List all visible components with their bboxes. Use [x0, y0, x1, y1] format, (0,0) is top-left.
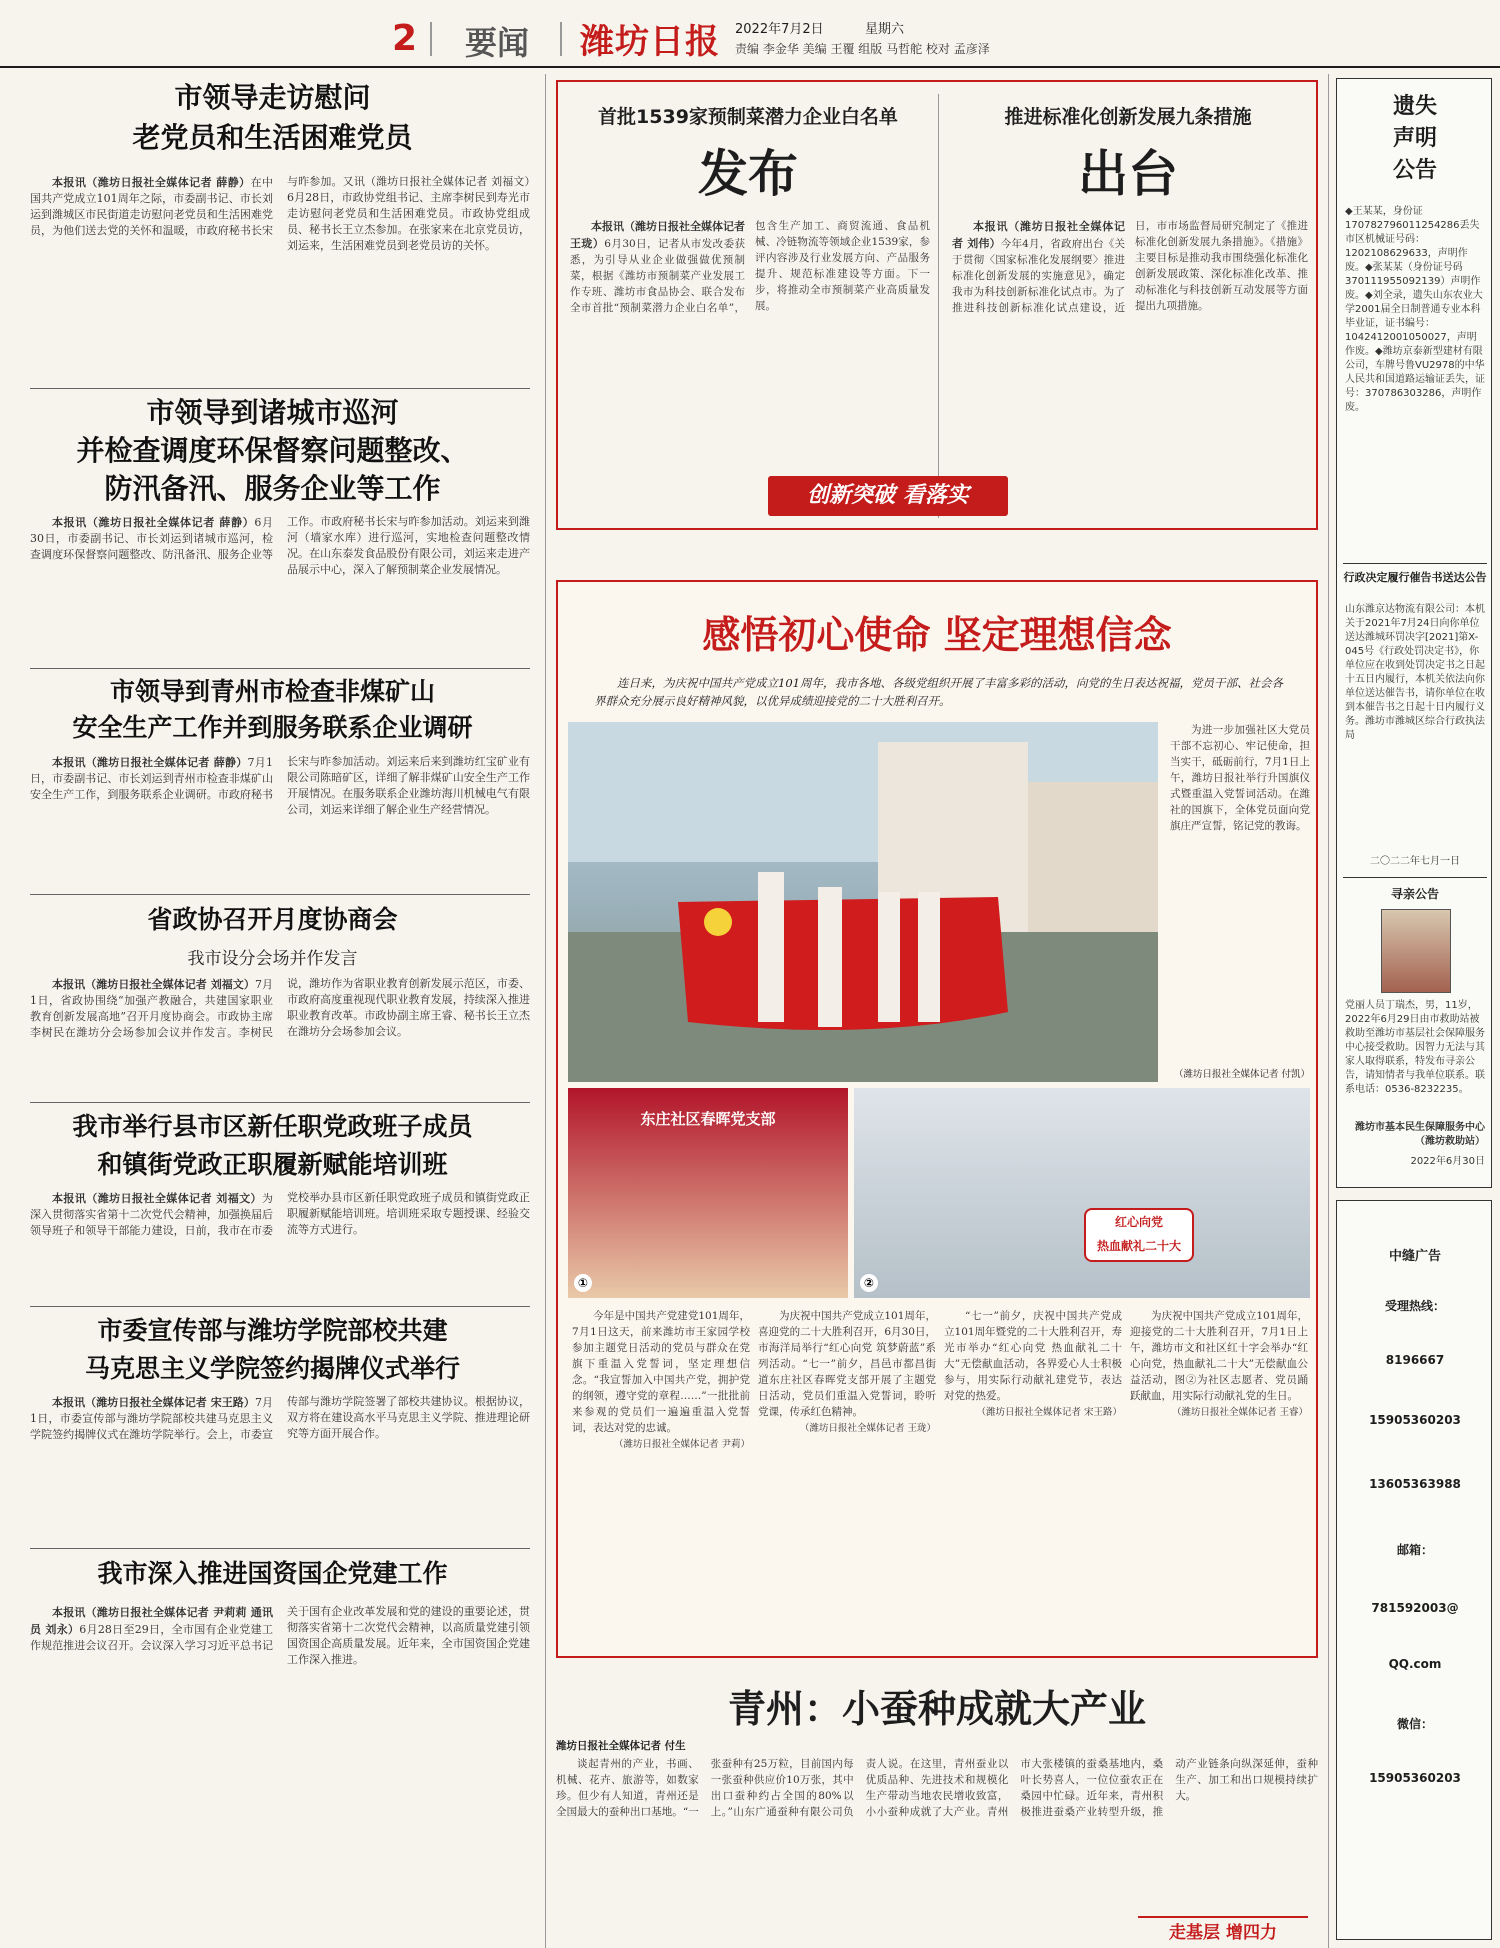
divider — [30, 1306, 530, 1307]
feature-col-3 — [944, 1308, 1122, 1578]
article-text: 今年4月，省政府出台《关于贯彻〈国家标准化发展纲要〉推进标准化创新发展的实施意见》，确定我市为科技创新标准化试点市。为了推进科技创新标准化试点建设，近日，市市场监督局研究制定了《推进标准化创新发展九条措施》。《措施》主要目标是推动我市围绕强化标准化创新发展政策、深化标准化改革、推动标准化与科技创新互动发展等方面提出九项措施。 — [952, 220, 1308, 314]
wechat-label: 微信： — [1396, 1717, 1433, 1731]
article-text: 在中国共产党成立101周年之际，市委副书记、市长刘运到潍城区市民街道走访慰问老党员和生活困难党员，为他们送去党的关怀和温暖，市政府秘书长宋与昨参加。又讯（潍坊日报社全媒体记者 刘福文）6月28日，市政协党组书记、主席李树民到寿光市走访慰问老党员和生活困难党员。市政协党组成员、秘书长王立杰参加。在张家来在北京党员访，刘运来，生活困难党员到老党员访的关怀。 — [30, 175, 530, 252]
divider — [1343, 877, 1487, 878]
feature-credit: （潍坊日报社全媒体记者 王睿） — [1171, 1407, 1308, 1418]
article-title: 市领导走访慰问 老党员和生活困难党员 — [132, 81, 413, 154]
decision-body: 山东潍京达物流有限公司：本机关于2021年7月24日向你单位送达潍城环罚决字[2021]第X-045号《行政处罚决定书》，你单位应在收到处罚决定书之日起十五日内履行，本机关依法向你单位送达催告书，请你单位在收到本催告书之日起十日内履行义务。潍坊市潍城区综合行政执法局 — [1345, 604, 1485, 741]
photo1-caption — [1170, 722, 1310, 1022]
article-headline: 出台 — [1078, 144, 1178, 203]
paper-logo: 潍坊日报 — [580, 22, 720, 62]
article-body — [30, 174, 530, 374]
masthead-divider — [560, 22, 562, 56]
feature-col-1 — [572, 1308, 750, 1578]
column-divider — [1328, 74, 1329, 1948]
divider — [30, 1102, 530, 1103]
top-news-box — [556, 80, 1318, 530]
notices-title: 遗失 声明 公告 — [1392, 94, 1437, 183]
ad-title: 中缝广告 — [1388, 1249, 1441, 1264]
article-byline: 本报讯（潍坊日报社全媒体记者 刘伟） — [952, 220, 1125, 250]
decision-title: 行政决定履行催告书送达公告 — [1343, 571, 1487, 584]
article-prepared-food — [558, 82, 938, 528]
feature-col-2 — [758, 1308, 936, 1578]
article-byline: 本报讯（潍坊日报社全媒体记者 刘福文） — [52, 978, 255, 991]
article-text: 为深入贯彻落实省第十二次党代会精神，加强换届后领导班子和领导干部能力建设，日前，我市在市委党校举办县市区新任职党政班子成员和镇街党政正职履新赋能培训班。培训班采取专题授课、经验交流等方式进行。 — [30, 1191, 530, 1237]
article-byline: 本报讯（潍坊日报社全媒体记者 薛静） — [52, 176, 251, 189]
article-body — [30, 754, 530, 894]
feature-text: 为庆祝中国共产党成立101周年，迎接党的二十大胜利召开，7月1日上午，潍坊市文和社区红十字会举办“红心向党，热血献礼二十大”无偿献血公益活动，图②为社区志愿者、党员踊跃献血，用实际行动献礼党的生日。 — [1130, 1310, 1308, 1402]
masthead-divider — [430, 22, 432, 56]
branch-sign: 东庄社区春晖党支部 — [640, 1110, 776, 1128]
article-title: 市领导到诸城市巡河 并检查调度环保督察问题整改、 防汛备汛、服务企业等工作 — [76, 396, 469, 505]
feature-box — [556, 580, 1318, 1658]
divider — [30, 1548, 530, 1549]
article-title: 市领导到青州市检查非煤矿山 安全生产工作并到服务联系企业调研 — [72, 677, 473, 742]
article-body — [30, 1394, 530, 1534]
article-byline: 本报讯（潍坊日报社全媒体记者 尹莉莉 通讯员 刘永） — [30, 1606, 273, 1636]
divider — [1343, 563, 1487, 564]
photo-number-icon: ② — [860, 1274, 878, 1292]
article-title: 市委宣传部与潍坊学院部校共建 马克思主义学院签约揭牌仪式举行 — [84, 1316, 460, 1383]
article-text: 7月1日，市委副书记、市长刘运到青州市检查非煤矿山安全生产工作，到服务联系企业调研。市政府秘书长宋与昨参加活动。刘运来后来到潍坊红宝矿业有限公司陈暗矿区，详细了解非煤矿山安全生产工作开展情况。在服务联系企业潍坊海川机械电气有限公司，刘运来详细了解企业生产经营情况。 — [30, 755, 530, 816]
article-title: 我市举行县市区新任职党政班子成员 和镇街党政正职履新赋能培训班 — [72, 1112, 473, 1179]
left-column — [0, 74, 545, 1948]
article-mine-safety — [0, 674, 545, 894]
article-text: 6月30日，市委副书记、市长刘运到诸城市巡河，检查调度环保督察问题整改、防汛备汛、服务企业等工作。市政府秘书长宋与昨参加活动。刘运来到潍河（墙家水库）进行巡河，实地检查问题整改情况。在山东泰发食品股份有限公司，刘运来走进产品展示中心，深入了解预制菜企业发展情况。 — [30, 515, 530, 576]
article-text: 6月30日，记者从市发改委获悉，为引导从业企业做强做优预制菜，根据《潍坊市预制菜产业发展工作专班、潍坊市食品协会、联合发布全市首批“预制菜潜力企业白名单”，包含生产加工、商贸流通、食品机械、冷链物流等领域企业1539家，参评内容涉及行业发展方向、产品服务提升、规范标准建设等方面。下一步，将推动全市预制菜产业高质量发展。 — [570, 220, 930, 314]
hotline-label: 受理热线： — [1384, 1299, 1445, 1313]
feature-text: “七一”前夕，庆祝中国共产党成立101周年暨党的二十大胜利召开，寿光市举办“红心向党 热血献礼二十大”无偿献血活动，各界爱心人士积极参与，用实际行动献礼建党节，表达对党的热爱。 — [944, 1310, 1122, 1402]
article-body — [952, 218, 1308, 518]
article-title: 青州：小蚕种成就大产业 — [727, 1686, 1146, 1731]
article-standardization — [940, 82, 1316, 528]
section-name: 要闻 — [465, 24, 530, 62]
hotline-phone-1: 8196667 — [1385, 1353, 1445, 1367]
sidebar-notices — [1336, 78, 1492, 1188]
photo-number-icon: ① — [574, 1274, 592, 1292]
article-cppcc-meeting — [0, 900, 545, 1100]
missing-title: 寻亲公告 — [1390, 887, 1439, 901]
article-byline: 本报讯（潍坊日报社全媒体记者 薛静） — [52, 516, 255, 529]
missing-person-photo — [1381, 909, 1451, 993]
divider — [30, 388, 530, 389]
feature-credit: （潍坊日报社全媒体记者 尹莉） — [613, 1439, 750, 1450]
missing-body: 党丽人员丁瑞杰，男，11岁，2022年6月29日由市救助站被救助至潍坊市基层社会保障服务中心接受救助。因智力无法与其家人取得联系，特发布寻亲公告，请知情者与我单位联系。联系电话：0536-8232235。 — [1345, 1000, 1485, 1095]
photo-community-branch — [568, 1088, 848, 1298]
article-river-inspection — [0, 394, 545, 654]
article-marxism-college — [0, 1312, 545, 1542]
article-title: 省政协召开月度协商会 — [147, 905, 398, 934]
feature-title: 感悟初心使命 坚定理想信念 — [702, 613, 1172, 657]
article-body — [30, 1190, 530, 1300]
caption-text: 为进一步加强社区大党员干部不忘初心、牢记使命，担当实干，砥砺前行，7月1日上午，潍坊日报社举行升国旗仪式暨重温入党誓词活动。在潍社的国旗下，全体党员面向党旗庄严宣誓，铭记党的教诲。 — [1170, 724, 1310, 832]
divider — [30, 894, 530, 895]
page-number: 2 — [392, 18, 418, 59]
article-text: 6月28日至29日，全市国有企业党建工作规范推进会议召开。会议深入学习习近平总书记关于国有企业改革发展和党的建设的重要论述，贯彻落实省第十二次党代会精神，以高质量党建引领国资国企高质量发展。近年来，全市国资国企党建工作深入推进。 — [30, 1605, 530, 1666]
flag-ceremony-illustration — [568, 722, 1158, 1082]
sidebar-ad — [1336, 1200, 1492, 1940]
issue-weekday: 星期六 — [865, 22, 905, 37]
article-body — [570, 218, 930, 518]
article-body — [30, 514, 530, 664]
email-domain: QQ.com — [1388, 1657, 1442, 1671]
divider — [30, 668, 530, 669]
campaign-banner: 创新突破 看落实 — [768, 476, 1008, 516]
feature-intro: 连日来，为庆祝中国共产党成立101周年，我市各地、各级党组织开展了丰富多彩的活动，向党的生日表达祝福，党员干部、社会各界群众充分展示良好精神风貌，以优异成绩迎接党的二十大胜利召开。 — [594, 676, 1283, 708]
article-text: 7月1日，省政协围绕“加强产教融合，共建国家职业教育创新发展高地”召开月度协商会。市政协主席李树民在潍坊分会场参加会议并作发言。李树民说，潍坊作为省职业教育创新发展示范区，市委、市政府高度重视现代职业教育发展，持续深入推进职业教育改革。市政协副主席王睿、秘书长王立杰在潍坊分会场参加会议。 — [30, 977, 530, 1039]
article-kicker: 推进标准化创新发展九条措施 — [1004, 106, 1252, 128]
article-visit-veterans — [0, 74, 545, 384]
article-title: 我市深入推进国资国企党建工作 — [97, 1559, 448, 1588]
decision-date: 二〇二二年七月一日 — [1370, 856, 1460, 867]
issue-date: 2022年7月2日 — [735, 22, 824, 37]
article-subtitle: 我市设分会场并作发言 — [187, 949, 358, 969]
feature-text: 今年是中国共产党建党101周年，7月1日这天，前来潍坊市王家园学校参加主题党日活动的党员与群众在党旗下重温入党誓词，坚定理想信念。“我宣誓加入中国共产党，拥护党的纲领，遵守党的章程……”一批批前来参观的党员们一遍遍重温入党誓词，表达对党的忠诚。 — [572, 1310, 750, 1434]
column-divider — [938, 94, 939, 518]
feature-credit: （潍坊日报社全媒体记者 宋王路） — [976, 1407, 1122, 1418]
missing-sign: 潍坊市基本民生保障服务中心（潍坊救助站） — [1355, 1122, 1485, 1147]
column-divider — [545, 74, 546, 1948]
missing-date: 2022年6月30日 — [1410, 1156, 1485, 1167]
article-byline: 本报讯（潍坊日报社全媒体记者 王珑） — [570, 220, 745, 250]
article-text: 7月1日，市委宣传部与潍坊学院部校共建马克思主义学院签约揭牌仪式在潍坊学院举行。会上，市委宣传部与潍坊学院签署了部校共建协议。根据协议，双方将在建设高水平马克思主义学院、推进理论研究等方面开展合作。 — [30, 1395, 530, 1441]
article-headline: 发布 — [698, 144, 798, 203]
article-state-enterprise — [0, 1554, 545, 1948]
article-body — [30, 976, 530, 1096]
article-byline: 潍坊日报社全媒体记者 付生 — [556, 1740, 686, 1752]
hotline-phone-2: 15905360203 — [1369, 1413, 1461, 1427]
article-byline: 本报讯（潍坊日报社全媒体记者 刘福文） — [52, 1192, 262, 1205]
hotline-phone-3: 13605363988 — [1369, 1477, 1461, 1491]
article-byline: 本报讯（潍坊日报社全媒体记者 宋王路） — [52, 1396, 255, 1409]
email-user: 781592003@ — [1371, 1601, 1459, 1615]
feature-credit: （潍坊日报社全媒体记者 王珑） — [799, 1423, 936, 1434]
article-byline: 本报讯（潍坊日报社全媒体记者 薛静） — [52, 756, 248, 769]
donation-sign: 红心向党 热血献礼二十大 — [1084, 1208, 1194, 1262]
article-body — [30, 1604, 530, 1934]
wechat-id: 15905360203 — [1369, 1771, 1461, 1785]
article-kicker: 首批1539家预制菜潜力企业白名单 — [598, 106, 898, 128]
feature-text: 为庆祝中国共产党成立101周年，喜迎党的二十大胜利召开，6月30日，市海洋局举行“红心向党 筑梦蔚蓝”系列活动。“七一”前夕，昌邑市都昌街道东庄社区春晖党支部开展了主题党日活动，党员们重温入党誓词，聆听党课，传承红色精神。 — [758, 1310, 936, 1418]
photo-blood-donation — [854, 1088, 1310, 1298]
email-label: 邮箱： — [1396, 1543, 1433, 1557]
editor-credits: 责编 李金华 美编 王覆 组版 马哲舵 校对 孟彦泽 — [735, 42, 990, 56]
column-banner: 走基层 增四力 — [1138, 1916, 1308, 1946]
article-training-class — [0, 1108, 545, 1318]
notices-body: ◆王某某，身份证170782796011254286丢失市区机械证号码：1202108629633，声明作废。◆张某某（身份证号码370111955092139）声明作废。◆刘全录，遗失山东农业大学2001届全日制普通专业本科毕业证，证书编号：1042412001050027，声明作废。◆潍坊京泰新型建材有限公司，车牌号鲁VU2978的中华人民共和国道路运输证丢失，证号：370786303286，声明作废。 — [1345, 206, 1485, 413]
article-silkworm — [556, 1672, 1318, 1948]
feature-col-4 — [1130, 1308, 1308, 1578]
photo1-credit: （潍坊日报社全媒体记者 付凯） — [1173, 1069, 1310, 1080]
article-text: 谈起青州的产业，书画、机械、花卉、旅游等，如数家珍。但少有人知道，青州还是全国最大的蚕种出口基地。“一张蚕种有25万粒，目前国内每一张蚕种供应价10万张，其中出口蚕种约占全国的80%以上。”山东广通蚕种有限公司负责人说。在这里，青州蚕业以优质品种、先进技术和规模化生产带动当地农民增收致富，小小蚕种成就了大产业。青州市大张楼镇的蚕桑基地内，桑叶长势喜人，一位位蚕农正在桑园中忙碌。近年来，青州积极推进蚕桑产业转型升级，推动产业链条向纵深延伸，蚕种生产、加工和出口规模持续扩大。 — [556, 1758, 1318, 1818]
photo-flag-ceremony — [568, 722, 1158, 1082]
